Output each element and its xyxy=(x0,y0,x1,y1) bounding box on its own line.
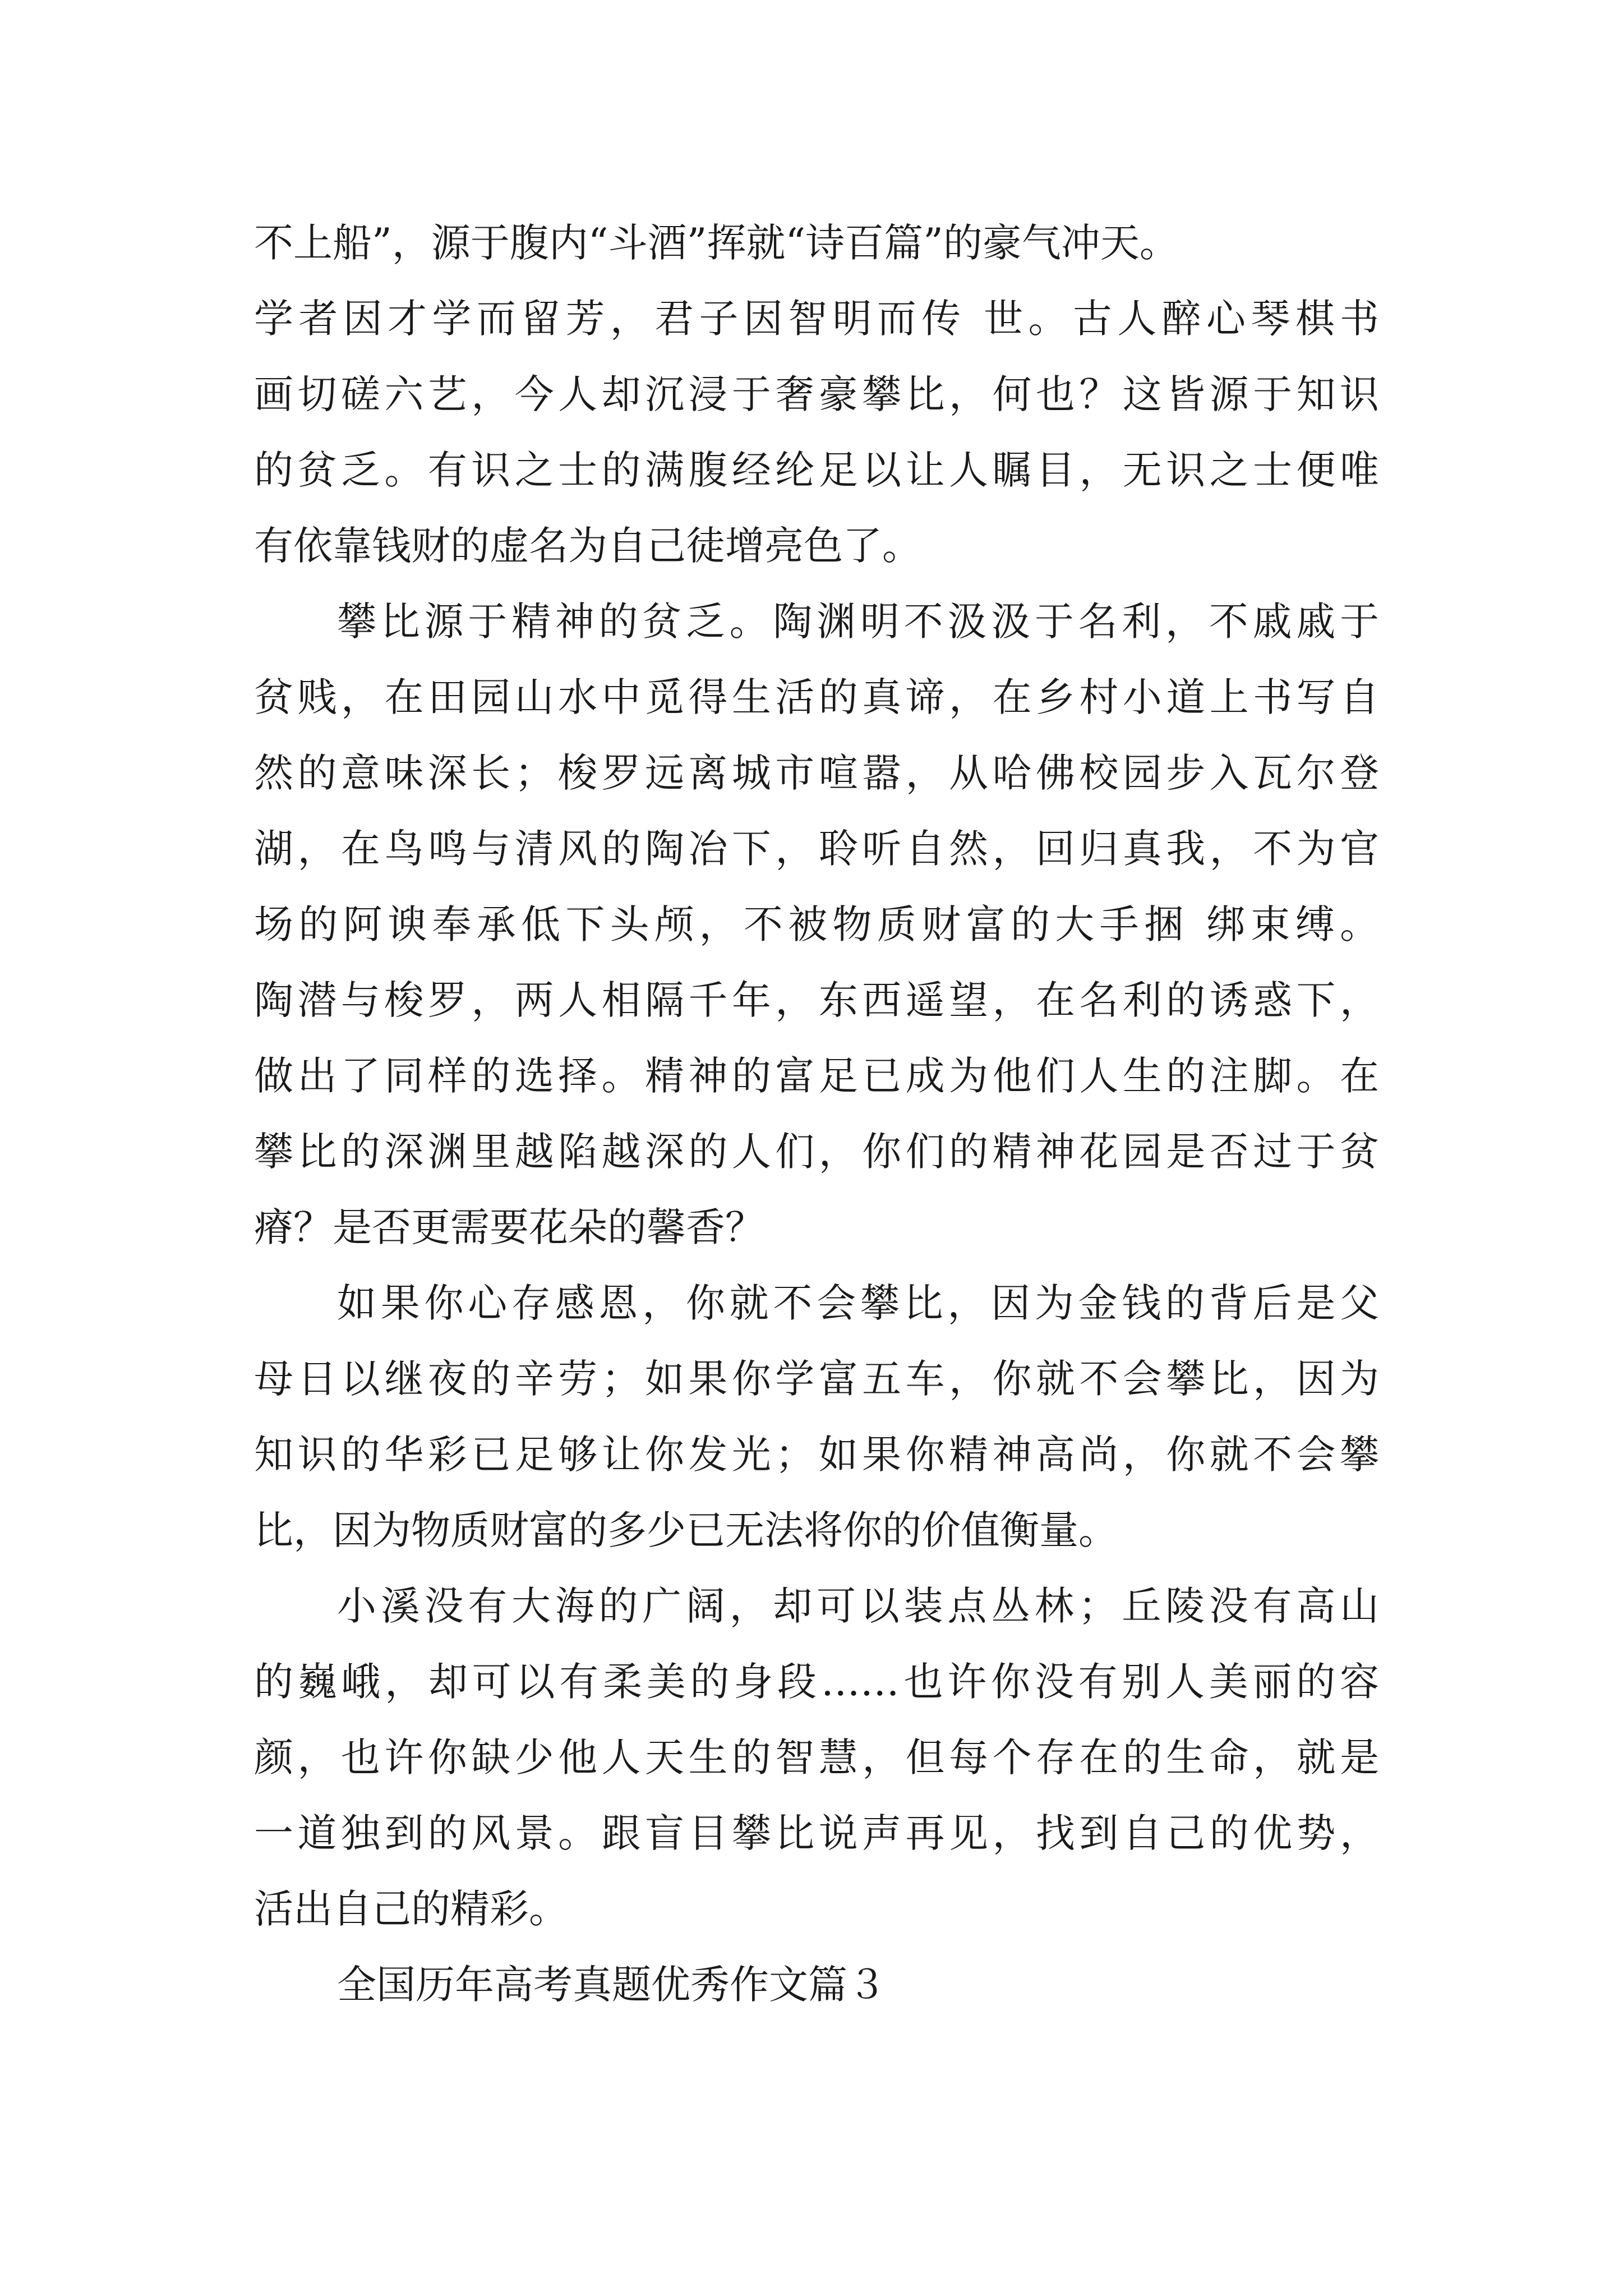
text-line: 不上船”，源于腹内“斗酒”挥就“诗百篇”的豪气冲天。 xyxy=(254,220,1179,266)
paragraph-first-line: 小溪没有大海的广阔，却可以装点丛林；丘陵没有高山 xyxy=(337,1583,1379,1629)
text-line: 然的意味深长；梭罗远离城市喧嚣，从哈佛校园步入瓦尔登 xyxy=(254,750,1379,796)
text-line: 攀比的深渊里越陷越深的人们，你们的精神花园是否过于贫 xyxy=(254,1129,1379,1175)
text-line: 比，因为物质财富的多少已无法将你的价值衡量。 xyxy=(254,1507,1118,1553)
text-line: 做出了同样的选择。精神的富足已成为他们人生的注脚。在 xyxy=(254,1053,1379,1099)
text-line: 贫贱，在田园山水中觅得生活的真谛，在乡村小道上书写自 xyxy=(254,674,1379,720)
text-line: 瘠？是否更需要花朵的馨香？ xyxy=(254,1204,764,1250)
text-line: 的巍峨，却可以有柔美的身段……也许你没有别人美丽的容 xyxy=(254,1659,1379,1705)
text-line: 画切磋六艺，今人却沉浸于奢豪攀比，何也？这皆源于知识 xyxy=(254,371,1379,417)
paragraph-first-line: 如果你心存感恩，你就不会攀比，因为金钱的背后是父 xyxy=(337,1280,1379,1326)
essay-body xyxy=(254,205,1379,2023)
text-line: 湖，在鸟鸣与清风的陶冶下，聆听自然，回归真我，不为官 xyxy=(254,826,1379,872)
paragraph-first-line: 攀比源于精神的贫乏。陶渊明不汲汲于名利，不戚戚于 xyxy=(337,599,1379,645)
text-line: 的贫乏。有识之士的满腹经纶足以让人瞩目，无识之士便唯 xyxy=(254,447,1379,493)
text-line: 场的阿谀奉承低下头颅，不被物质财富的大手捆 绑束缚。 xyxy=(254,901,1379,947)
text-line: 陶潜与梭罗，两人相隔千年，东西遥望，在名利的诱惑下， xyxy=(254,977,1379,1023)
text-line: 知识的华彩已足够让你发光；如果你精神高尚，你就不会攀 xyxy=(254,1432,1379,1478)
paragraph-first-line: 全国历年高考真题优秀作文篇３ xyxy=(337,1962,887,2008)
text-line: 母日以继夜的辛劳；如果你学富五车，你就不会攀比，因为 xyxy=(254,1356,1379,1402)
text-line: 有依靠钱财的虚名为自己徒增亮色了。 xyxy=(254,523,921,569)
text-line: 颜，也许你缺少他人天生的智慧，但每个存在的生命，就是 xyxy=(254,1734,1379,1780)
text-line: 一道独到的风景。跟盲目攀比说声再见，找到自己的优势， xyxy=(254,1810,1379,1856)
text-line: 学者因才学而留芳，君子因智明而传 世。古人醉心琴棋书 xyxy=(254,296,1379,342)
text-line: 活出自己的精彩。 xyxy=(254,1886,568,1932)
